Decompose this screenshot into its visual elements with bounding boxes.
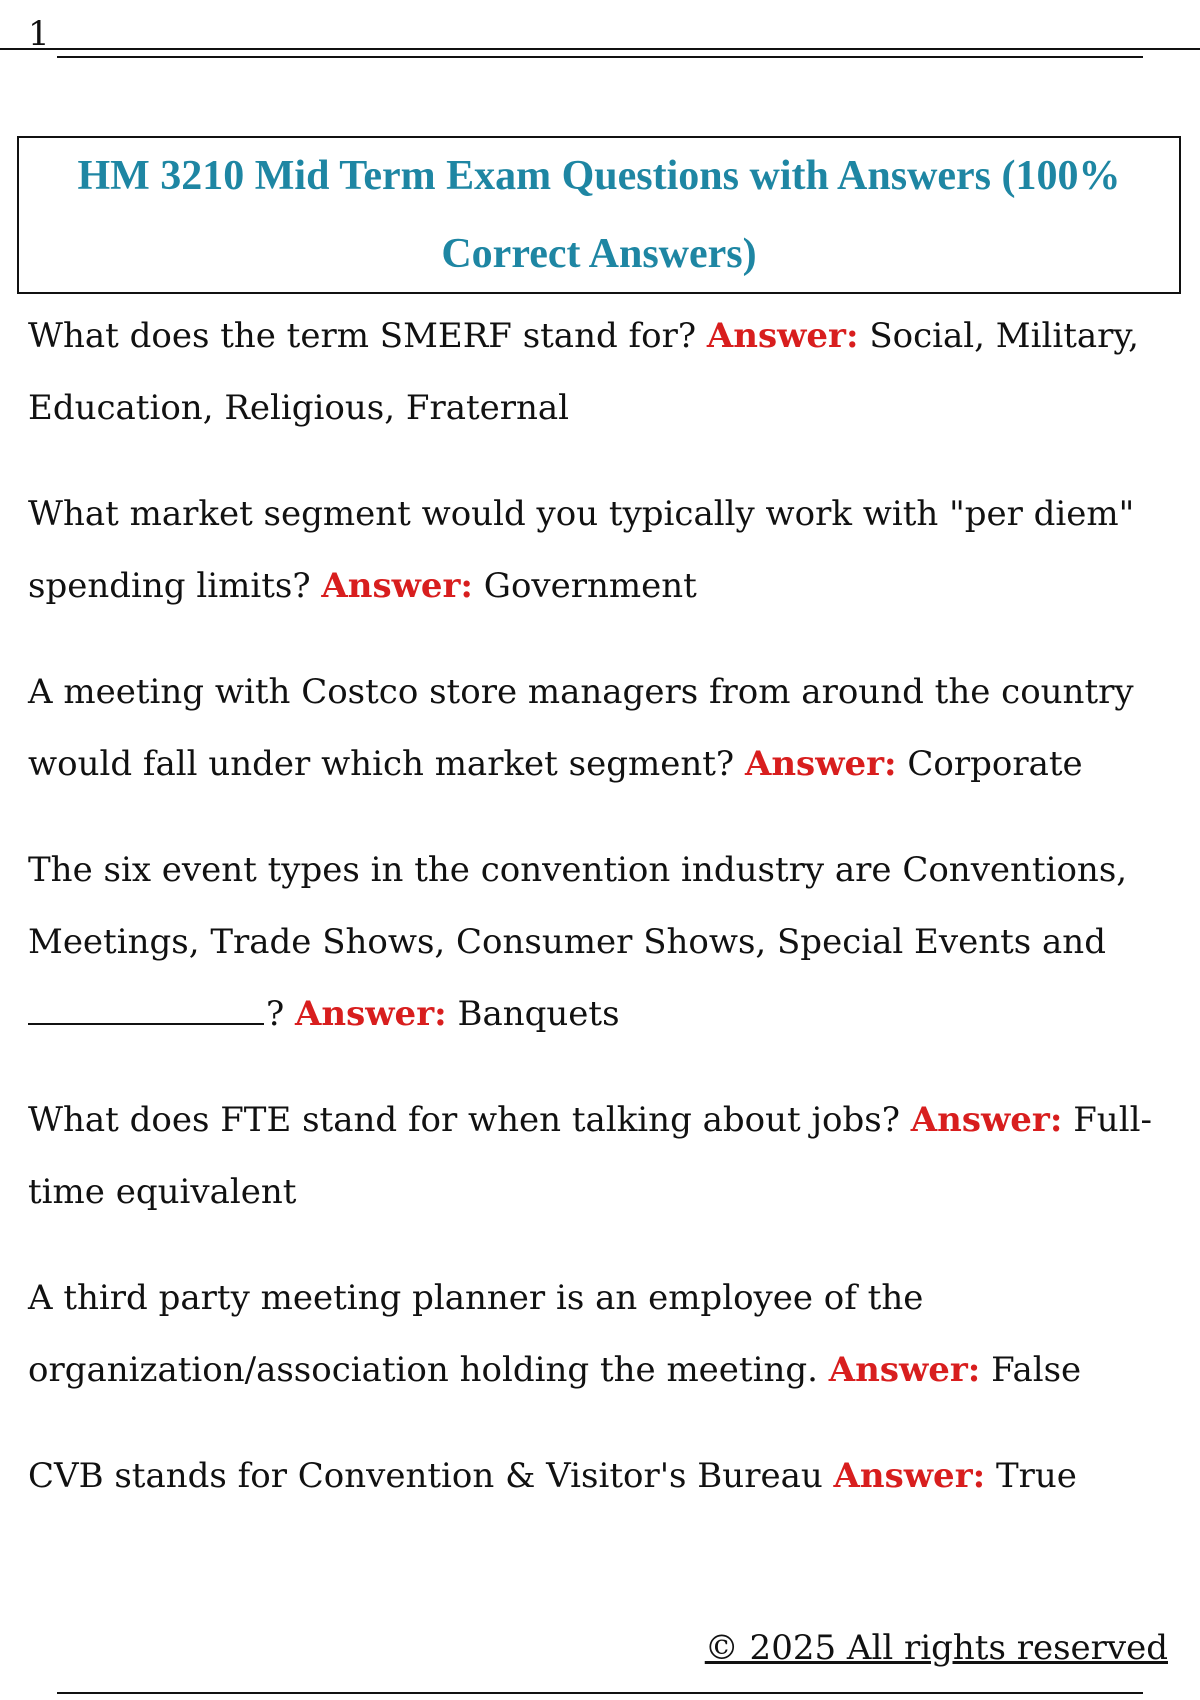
page-number: 1 bbox=[28, 14, 50, 54]
answer-label: Answer: bbox=[295, 994, 447, 1034]
footer-rule bbox=[57, 1692, 1143, 1694]
answer-text: Corporate bbox=[907, 744, 1083, 784]
header-rule bbox=[0, 48, 1200, 50]
header-rule-inner bbox=[57, 56, 1143, 58]
answer-label: Answer: bbox=[828, 1350, 981, 1390]
question-text: The six event types in the convention industry are Conventions, Meetings, Trade Shows, Consumer Shows, Special Events and bbox=[28, 850, 1128, 962]
qa-item bbox=[28, 834, 1178, 1050]
qa-item bbox=[28, 1440, 1178, 1512]
answer-text: True bbox=[995, 1456, 1077, 1496]
qa-item bbox=[28, 300, 1178, 444]
answer-text: Banquets bbox=[457, 994, 620, 1034]
question-text: What does the term SMERF stand for? bbox=[28, 316, 697, 356]
qa-list bbox=[28, 300, 1178, 1546]
answer-text: False bbox=[991, 1350, 1082, 1390]
qa-item bbox=[28, 1262, 1178, 1406]
qa-item bbox=[28, 478, 1178, 622]
qa-item bbox=[28, 1084, 1178, 1228]
copyright-notice: © 2025 All rights reserved bbox=[704, 1628, 1168, 1668]
question-text: A third party meeting planner is an employee of the organization/association holding the meeting. bbox=[28, 1278, 924, 1390]
answer-label: Answer: bbox=[706, 316, 859, 356]
answer-label: Answer: bbox=[833, 1456, 986, 1496]
answer-text: Government bbox=[483, 566, 697, 606]
qa-item bbox=[28, 656, 1178, 800]
answer-label: Answer: bbox=[910, 1100, 1063, 1140]
fill-in-blank bbox=[28, 1023, 264, 1025]
question-text: CVB stands for Convention & Visitor's Bureau bbox=[28, 1456, 823, 1496]
question-text: What market segment would you typically work with "per diem" spending limits? bbox=[28, 494, 1135, 606]
answer-text: Social, Military, Education, Religious, Fraternal bbox=[28, 316, 1139, 428]
answer-label: Answer: bbox=[321, 566, 473, 606]
document-title: HM 3210 Mid Term Exam Questions with Answers (100% Correct Answers) bbox=[77, 153, 1121, 277]
question-text: What does FTE stand for when talking about jobs? bbox=[28, 1100, 900, 1140]
title-box bbox=[17, 136, 1181, 294]
answer-label: Answer: bbox=[744, 744, 897, 784]
answer-text: Full-time equivalent bbox=[28, 1100, 1152, 1212]
question-suffix: ? bbox=[266, 994, 285, 1034]
question-text: A meeting with Costco store managers from around the country would fall under which market segment? bbox=[28, 672, 1134, 784]
